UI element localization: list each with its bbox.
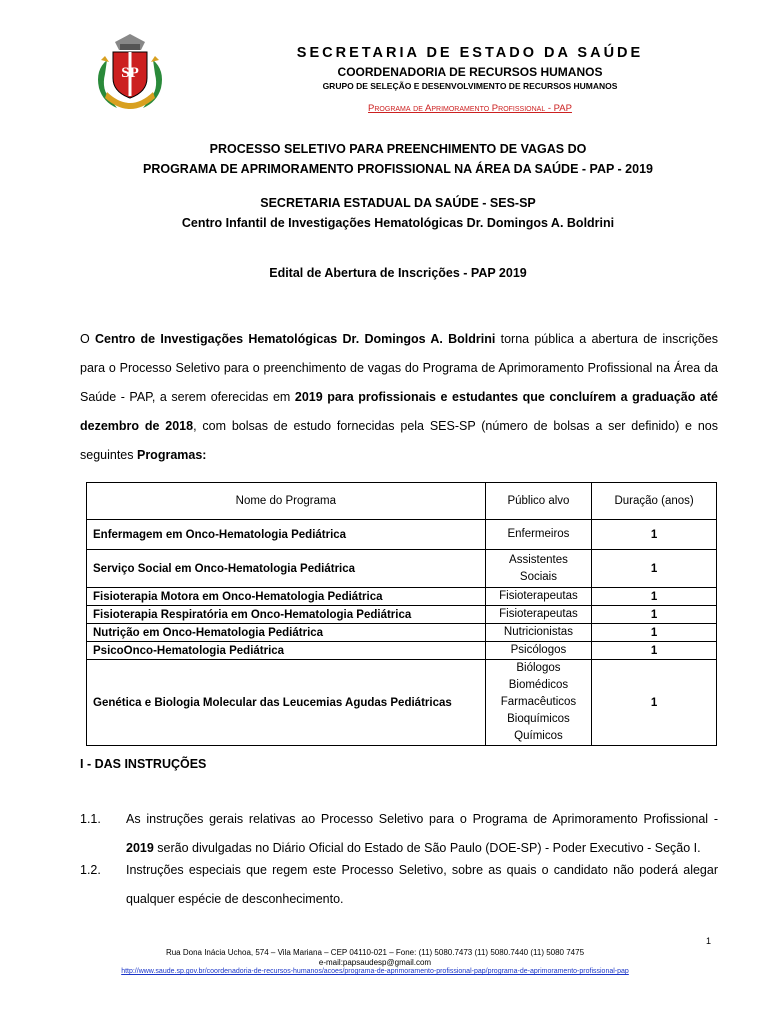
header-secretaria: SECRETARIA DE ESTADO DA SAÚDE (296, 45, 644, 61)
publico-alvo-line: Fisioterapeutas (499, 590, 578, 602)
title-line-2: PROGRAMA DE APRIMORAMENTO PROFISSIONAL NA ÁREA DA SAÚDE - PAP - 2019 (142, 162, 653, 176)
publico-alvo-line: Psicólogos (510, 644, 567, 656)
table-header-row (87, 483, 717, 520)
intro-text-3: , com bolsas de estudo fornecidas pela SES-SP (número de bolsas a ser definido) e nos seguintes (80, 419, 718, 462)
duracao-cell: 1 (592, 588, 717, 606)
program-name-cell: Nutrição em Onco-Hematologia Pediátrica (87, 624, 486, 642)
intro-bold-1: Centro de Investigações Hematológicas Dr. Domingos A. Boldrini (95, 332, 496, 346)
publico-alvo-line: Químicos (514, 730, 563, 742)
program-name-cell: Enfermagem em Onco-Hematologia Pediátrica (87, 520, 486, 550)
edital-title: Edital de Abertura de Inscrições - PAP 2019 (269, 266, 527, 280)
header-nome-programa: Nome do Programa (87, 483, 486, 520)
footer-address: Rua Dona Inácia Uchoa, 574 – Vila Mariana – CEP 04110-021 – Fone: (11) 5080.7473 (11) 5080.7440 (11) 5080 7475 (165, 948, 585, 957)
program-name-cell: Fisioterapia Respiratória em Onco-Hematologia Pediátrica (87, 606, 486, 624)
table-row (87, 624, 717, 642)
header-publico-alvo: Público alvo (485, 483, 592, 520)
publico-alvo-cell (485, 588, 592, 606)
duracao-cell: 1 (592, 520, 717, 550)
table-row (87, 642, 717, 660)
item-text: As instruções gerais relativas ao Processo Seletivo para o Programa de Aprimoramento Profissional - (126, 812, 718, 826)
publico-alvo-line: Farmacêuticos (500, 696, 577, 708)
item-number: 1.2. (80, 863, 101, 877)
publico-alvo-line: Nutricionistas (503, 626, 573, 638)
publico-alvo-line: Sociais (519, 570, 557, 583)
table-row (87, 660, 717, 746)
table-row (87, 606, 717, 624)
duracao-cell: 1 (592, 606, 717, 624)
title-line-4: Centro Infantil de Investigações Hematológicas Dr. Domingos A. Boldrini (181, 216, 615, 230)
intro-bold-2: 2019 para profissionais e estudantes que concluírem a graduação até dezembro de 2018 (80, 390, 718, 433)
program-name-cell: Fisioterapia Motora em Onco-Hematologia Pediátrica (87, 588, 486, 606)
programs-table (86, 482, 717, 746)
publico-alvo-cell (485, 550, 592, 588)
title-line-1: PROCESSO SELETIVO PARA PREENCHIMENTO DE VAGAS DO (209, 142, 587, 156)
publico-alvo-line: Fisioterapeutas (499, 608, 578, 620)
duracao-cell: 1 (592, 642, 717, 660)
duracao-cell: 1 (592, 660, 717, 746)
header-programa-link[interactable]: Programa de Aprimoramento Profissional - PAP (368, 103, 572, 114)
coat-text: SP (121, 65, 139, 81)
publico-alvo-line: Enfermeiros (507, 528, 570, 540)
item-number: 1.1. (80, 812, 101, 826)
header-grupo: GRUPO DE SELEÇÃO E DESENVOLVIMENTO DE RECURSOS HUMANOS (322, 81, 618, 91)
intro-text-1: O (80, 332, 95, 346)
publico-alvo-cell (485, 606, 592, 624)
instruction-item-1-1 (80, 805, 718, 863)
publico-alvo-cell (485, 642, 592, 660)
publico-alvo-line: Biólogos (516, 662, 561, 674)
footer-url-link[interactable]: http://www.saude.sp.gov.br/coordenadoria-de-recursos-humanos/acoes/programa-de-aprimoramento-profissional-pap/programa-de-aprimoramento-profissional-pap (121, 968, 629, 975)
sao-paulo-coat-of-arms-icon (93, 30, 167, 114)
publico-alvo-line: Bioquímicos (507, 713, 570, 725)
duracao-cell: 1 (592, 624, 717, 642)
item-text-2: serão divulgadas no Diário Oficial do Estado de São Paulo (DOE-SP) - Poder Executivo - Seção I. (153, 841, 701, 855)
item-text: Instruções especiais que regem este Processo Seletivo, sobre as quais o candidato não poderá alegar qualquer espécie de desconhecimento. (126, 863, 718, 906)
publico-alvo-line: Biomédicos (508, 679, 569, 691)
header-duracao: Duração (anos) (592, 483, 717, 520)
program-name-cell: Genética e Biologia Molecular das Leucemias Agudas Pediátricas (87, 660, 486, 746)
duracao-cell: 1 (592, 550, 717, 588)
table-row (87, 550, 717, 588)
publico-alvo-line: Assistentes (509, 553, 568, 566)
table-row (87, 588, 717, 606)
page-number: 1 (706, 936, 712, 946)
section-title-instrucoes: I - DAS INSTRUÇÕES (80, 757, 207, 771)
title-line-3: SECRETARIA ESTADUAL DA SAÚDE - SES-SP (260, 196, 536, 210)
intro-text-2: torna pública a abertura de inscrições para o Processo Seletivo para o preenchimento de vagas do Programa de Aprimoramento Profissional na Área da Saúde - PAP, a serem oferecidas em (80, 332, 719, 404)
program-name-cell: Serviço Social em Onco-Hematologia Pediátrica (87, 550, 486, 588)
publico-alvo-cell (485, 624, 592, 642)
publico-alvo-cell (485, 520, 592, 550)
intro-bold-3: Programas: (136, 448, 207, 462)
program-name-cell: PsicoOnco-Hematologia Pediátrica (87, 642, 486, 660)
table-row (87, 520, 717, 550)
footer-email: e-mail:papsaudesp@gmail.com (318, 958, 432, 967)
instruction-item-1-2 (80, 856, 718, 914)
intro-paragraph (80, 325, 718, 470)
item-bold: 2019 (126, 841, 154, 855)
header-coordenadoria: COORDENADORIA DE RECURSOS HUMANOS (337, 65, 603, 79)
publico-alvo-cell (485, 660, 592, 746)
